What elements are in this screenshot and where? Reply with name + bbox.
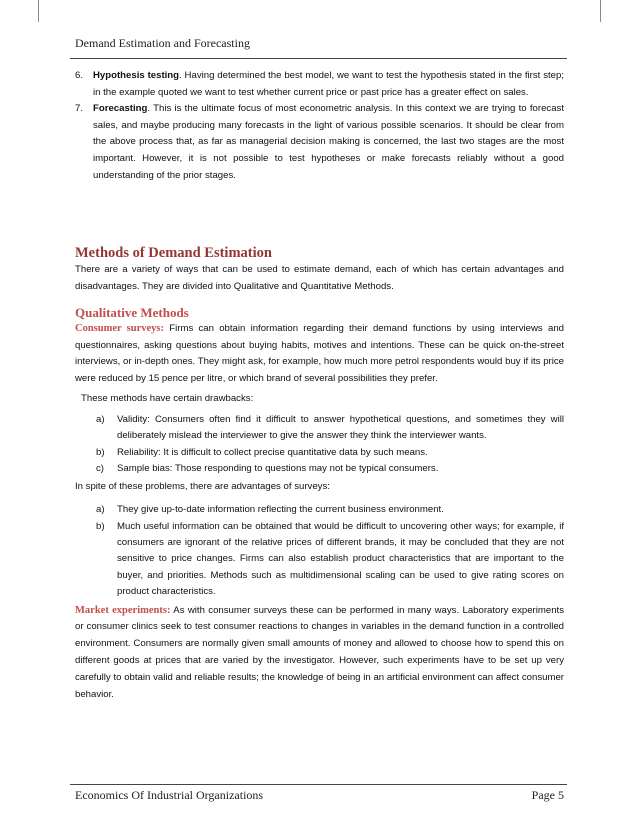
numbered-item <box>75 68 564 101</box>
list-text: Validity: Consumers often find it difficult to answer hypothetical questions, and sometimes they will deliberately mislead the interviewer to give the answer they think the interviewer wants. <box>117 413 564 442</box>
list-text: Sample bias: Those responding to questions may not be typical consumers. <box>117 462 439 474</box>
list-letter: c) <box>96 462 104 474</box>
list-text: Reliability: It is difficult to collect precise quantitative data by such means. <box>117 446 428 458</box>
methods-intro-paragraph: There are a variety of ways that can be used to estimate demand, each of which has certain advantages and disadvantages. They are divided into Qualitative and Quantitative Methods. <box>75 264 564 292</box>
page-edge-mark-right <box>600 0 601 22</box>
item-text: . Having determined the best model, we want to test the hypothesis stated in the first step; in the example quoted we want to test whether current price or past price has a greater effect on sales. <box>93 70 565 98</box>
list-letter: a) <box>96 413 105 425</box>
item-term: Hypothesis testing <box>93 70 180 81</box>
list-item <box>75 461 564 477</box>
page-edge-mark-left <box>38 0 39 22</box>
list-text: Much useful information can be obtained that would be difficult to uncovering other ways; for example, if consumers are ignorant of the relative prices of different brands, it may be concluded that they are not sensitive to price changes. Firms can also establish product characteristics that are important to the buyer, and priorities. Methods such as multidimensional scaling can be used to give rating scores on product characteristics. <box>117 520 564 598</box>
footer-page-number: Page 5 <box>531 788 564 802</box>
consumer-surveys-text: Firms can obtain information regarding their demand functions by using interviews and questionnaires, asking questions about buying habits, motives and intentions. These can be quick on-the-street interviews, or in-depth ones. They might ask, for example, how much more petrol respondents would buy if its price were reduced by 15 pence per litre, or which brand of several possibilities they prefer. <box>75 322 564 385</box>
subsection-heading-qualitative: Qualitative Methods <box>75 304 189 320</box>
list-item <box>75 445 564 461</box>
item-number: 7. <box>75 103 84 115</box>
consumer-surveys-heading: Consumer surveys: <box>75 322 165 334</box>
list-letter: b) <box>96 520 105 532</box>
section-heading-methods: Methods of Demand Estimation <box>75 245 272 262</box>
advantages-intro: In spite of these problems, there are advantages of surveys: <box>75 481 330 493</box>
list-item <box>75 502 564 518</box>
advantages-list <box>75 502 564 600</box>
page-body <box>75 68 564 703</box>
numbered-item <box>75 101 564 184</box>
list-letter: b) <box>96 446 105 458</box>
item-term: Forecasting <box>93 103 148 115</box>
market-experiments-text: As with consumer surveys these can be performed in many ways. Laboratory experiments or consumer clinics seek to test consumer reactions to changes in variables in the demand function in a controlled environment. Consumers are normally given small amounts of money and allowed to choose how to spend this on different goods at prices that are varied by the investigator. However, such experiments have to be set up very carefully to obtain valid and reliable results; the knowledge of being in an artificial environment can affect consumer behavior. <box>75 604 564 700</box>
item-number: 6. <box>75 70 84 81</box>
footer-rule <box>70 784 567 785</box>
market-experiments-heading: Market experiments: <box>75 604 171 616</box>
item-text: . This is the ultimate focus of most econometric analysis. In this context we are trying to forecast sales, and maybe producing many forecasts in the light of various possible scenarios. It should be clear from the above process that, as far as managerial decision making is concerned, the last two stages are the most important. However, it is not possible to test hypotheses or make forecasts reliably without a good understanding of the prior stages. <box>93 103 564 181</box>
list-letter: a) <box>96 504 105 516</box>
list-item <box>75 412 564 445</box>
drawbacks-list <box>75 412 564 478</box>
market-experiments-paragraph <box>75 603 564 704</box>
page-header-title: Demand Estimation and Forecasting <box>75 36 250 50</box>
consumer-surveys-paragraph <box>75 321 564 388</box>
list-text: They give up-to-date information reflecting the current business environment. <box>117 504 444 516</box>
footer-course-title: Economics Of Industrial Organizations <box>75 788 264 802</box>
header-rule <box>70 58 567 59</box>
drawbacks-intro: These methods have certain drawbacks: <box>81 392 254 404</box>
list-item <box>75 519 564 601</box>
